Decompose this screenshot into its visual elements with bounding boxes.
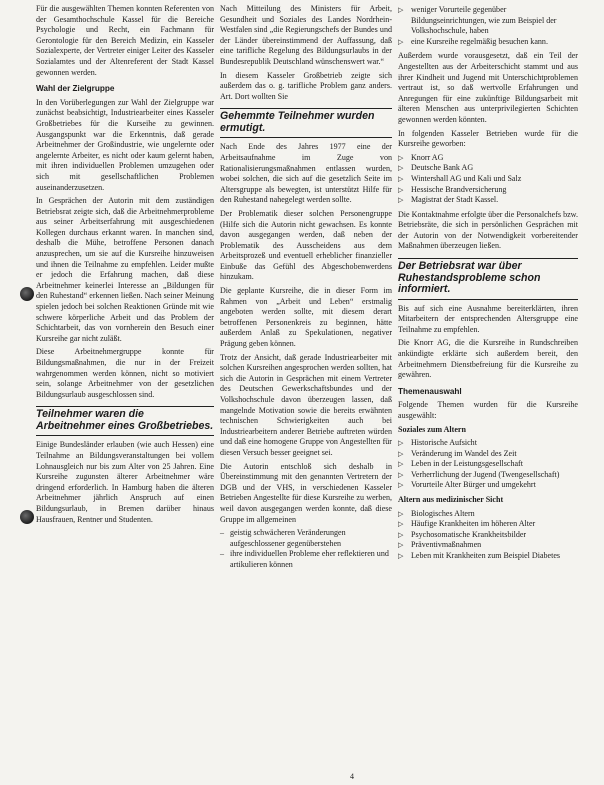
list-item: ▷ Knorr AG	[398, 153, 578, 164]
paragraph: Bis auf sich eine Ausnahme bereiterklärten, ihren Mitarbeitern der entsprechenden Altersgruppe eine Teilnahme zu empfehlen.	[398, 303, 578, 334]
list-item: ▷ Verherrlichung der Jugend (Twengesellschaft)	[398, 470, 578, 481]
paragraph: Trotz der Ansicht, daß gerade Industriearbeiter mit solchen Kursreihen angesprochen werden sollten, hat sich die Autorin in Gesprächen mit einem Vertreter des Deutschen Gewerkschaftsbundes und der Volkshochschule davon überzeugen lassen, daß mangelnde Motivation sowie die bereits erwähnten technischen Schwierigkeiten auch bei Industriearbeitern anderer Betriebe auftreten würden und daß eine homogene Gruppe von Angestellten für diesen Versuch besser geeignet sei.	[220, 352, 392, 457]
section-heading: Themenauswahl	[398, 386, 462, 396]
paragraph: Die Autorin entschloß sich deshalb in Übereinstimmung mit den genannten Vertretern der DGB und der VHS, in verschiedenen Kasseler Betrieben Angestellte für diese Kursreihe zu werben, weil davon ausgegangen werden konnte, daß diese Gruppe im allgemeinen	[220, 461, 392, 524]
paragraph: Nach Ende des Jahres 1977 eine der Arbeitsaufnahme im Zuge von Rationalisierungsmaßnahmen entlassen wurden, wobei solchen, die sich auf die gesetzlich Seite im Altersgruppe als bewegten, ist unterstützt Hilfe für den Ruhestand nahegelegt werden sollte.	[220, 142, 392, 205]
list-item: ▷ Leben in der Leistungsgesellschaft	[398, 459, 578, 470]
pull-quote-box	[398, 258, 578, 300]
list-title: Soziales zum Altern	[398, 424, 466, 434]
paragraph: Einige Bundesländer erlauben (wie auch Hessen) eine Teilnahme an Bildungsveranstaltungen bei vollem Lohnausgleich nur bis zum Alter von 25 Jahren. Eine Kursreihe zugunsten älterer Arbeitnehmer wäre dringend erforderlich. In Hamburg haben die älteren Arbeitnehmer jährlich Anspruch auf einen Bildungsurlaub, in Bremen darüber hinaus Hausfrauen, Rentner und Studenten.	[36, 440, 214, 524]
paragraph: Die geplante Kursreihe, die in dieser Form im Rahmen von „Arbeit und Leben“ erstmalig angeboten werden sollte, mit diesem derart betroffenen Personenkreis zu beginnen, hätte außerdem Anlaß zu Spekulationen, negativer Prägung geben können.	[220, 286, 392, 349]
list-item: ▷ Präventivmaßnahmen	[398, 540, 578, 551]
topic-list	[398, 509, 578, 562]
column-middle	[220, 4, 392, 575]
paragraph: Außerdem wurde vorausgesetzt, daß ein Teil der Angestellten aus der Arbeiterschicht stammt und aus ihrer Kindheit und Jugend mit Unterschichtproblemen vertraut ist, so daß wertvolle Erfahrungen und Anregungen für eine zukünftige Bildungsarbeit mit älteren Menschen aus unterprivilegierten Schichten gewonnen werden könnten.	[398, 51, 578, 124]
paragraph: In Gesprächen der Autorin mit dem zuständigen Betriebsrat zeigte sich, daß die Arbeitnehmerprobleme aus seiner Arbeitserfahrung mit ausgeschiedenen Kollegen durchaus erkannt waren. In manchen sind, deshalb die Mühe, betroffene Personen danach anzusprechen, um sie auf die Kursreihe hinzuweisen und ihnen die Teilnahme zu empfehlen. Leider mußte er jedoch die Erfahrung machen, daß diese Arbeitnehmer keinerlei Interesse an „Bildungen für den Ruhestand“ erkennen ließen. Nach seiner Meinung spielen jedoch bei solchen Reaktionen Gründe mit wie schwere körperliche Arbeit und das Problem der Schichtarbeit, das von vornherein den Besuch einer Kursreihe gar nicht zuläßt.	[36, 196, 214, 343]
paragraph: Die Knorr AG, die die Kursreihe in Rundschreiben ankündigte erklärte sich außerdem bereit, den Arbeitnehmern Dienstbefreiung für die Kursreihe zu gewähren.	[398, 338, 578, 380]
list-title: Altern aus medizinischer Sicht	[398, 495, 504, 505]
pull-quote-box	[36, 406, 214, 436]
paragraph: Für die ausgewählten Themen konnten Referenten von der Gesamthochschule Kassel für die Bereiche Psychologie und Recht, ein Fachmann für Gerontologie für den Bereich Medizin, ein Kasseler Sozialexperte, der Vertreter einiger Leiter des Kasseler Sozialamtes und der Altenreferent der Stadt Kassel gewonnen werden.	[36, 4, 214, 77]
list-item: ▷ Vorurteile Alter Bürger und umgekehrt	[398, 480, 578, 491]
list-item: ▷ Deutsche Bank AG	[398, 163, 578, 174]
list-item: ▷ Hessische Brandversicherung	[398, 185, 578, 196]
page-number: 4	[350, 772, 354, 781]
list-item: – ihre individuellen Probleme eher reflektieren und artikulieren können	[220, 549, 392, 570]
list-item: ▷ Magistrat der Stadt Kassel.	[398, 195, 578, 206]
list-item: ▷ Wintershall AG und Kali und Salz	[398, 174, 578, 185]
list-item: ▷ weniger Vorurteile gegenüber Bildungseinrichtungen, wie zum Beispiel der Volkshochschule, haben	[398, 5, 578, 37]
list-item: ▷ eine Kursreihe regelmäßig besuchen kann.	[398, 37, 578, 48]
list-item: ▷ Biologisches Altern	[398, 509, 578, 520]
paragraph: Folgende Themen wurden für die Kursreihe ausgewählt:	[398, 400, 578, 420]
arrow-list	[398, 5, 578, 47]
list-item: ▷ Veränderung im Wandel des Zeit	[398, 449, 578, 460]
pull-quote: Teilnehmer waren die Arbeitnehmer eines Großbetriebes.	[36, 408, 214, 432]
section-heading: Wahl der Zielgruppe	[36, 84, 115, 94]
column-right	[398, 4, 578, 566]
paragraph: In den Vorüberlegungen zur Wahl der Zielgruppe war zunächst beabsichtigt, Industriearbeiter eines Kasseler Großbetriebes für die Kurseihe zu gewinnen. Ausgangspunkt war die Erkenntnis, daß gerade Arbeitnehmer der Großindustrie, wie ungelernte oder angelernte Arbeiter, es nicht oder kaum gelernt haben, mit ihren individuellen Problemen umzugehen oder sich mit gesellschaftlichen Problemen auseinanderzusetzen.	[36, 97, 214, 192]
punch-hole-icon	[20, 287, 34, 301]
dash-list	[220, 528, 392, 570]
paragraph: Nach Mitteilung des Ministers für Arbeit, Gesundheit und Soziales des Landes Nordrhein-Westfalen sind „die Regierungschefs der Bundes und der Länder übereinstimmend der Auffassung, daß eine tarifliche Regelung des Bildungsurlaubs in der Bundesrepublik Deutschland wünschenswert war.“	[220, 4, 392, 66]
punch-hole-icon	[20, 510, 34, 524]
pull-quote: Gehemmte Teilnehmer wurden ermutigt.	[220, 110, 375, 134]
list-item: ▷ Psychosomatische Krankheitsbilder	[398, 530, 578, 541]
list-item: ▷ Häufige Krankheiten im höheren Alter	[398, 519, 578, 530]
paragraph: Der Problematik dieser solchen Personengruppe (Hilfe sich die Autorin nicht gewachsen. Es konnte davon ausgegangen werden, daß neben der Problematik des Ausscheidens aus dem Arbeitsprozeß und eventuell erheblicher finanzieller Einbuße das Gefühl des Abgeschobenwerdens hinzukam.	[220, 208, 392, 282]
pull-quote-box	[220, 108, 392, 138]
column-left	[36, 4, 214, 528]
pull-quote: Der Betriebsrat war über Ruhestandsprobleme schon informiert.	[398, 260, 541, 296]
paragraph: In folgenden Kasseler Betrieben wurde für die Kursreihe geworben:	[398, 128, 578, 149]
paragraph: Die Kontaktnahme erfolgte über die Personalchefs bzw. Betriebsräte, die sich in persönlichen Gesprächen mit der Autorin von der Notwendigkeit vorbereitender Maßnahmen überzeugen ließen.	[398, 209, 578, 251]
paragraph: In diesem Kasseler Großbetrieb zeigte sich außerdem das o. g. tarifliche Problem ganz anders. Art. Dort wollten Sie	[220, 70, 392, 101]
list-item: ▷ Leben mit Krankheiten zum Beispiel Diabetes	[398, 551, 578, 562]
list-item: ▷ Historische Aufsicht	[398, 438, 578, 449]
company-list	[398, 153, 578, 206]
paragraph: Diese Arbeitnehmergruppe konnte für Bildungsmaßnahmen, die nur in der Freizeit wahrgenommen werden können, nicht so motiviert sein, solange Arbeitnehmer von der gesetzlichen Bildungsurlaub ausgeschlossen sind.	[36, 347, 214, 399]
topic-list	[398, 438, 578, 491]
list-item: – geistig schwächeren Veränderungen aufgeschlossener gegenüberstehen	[220, 528, 392, 549]
